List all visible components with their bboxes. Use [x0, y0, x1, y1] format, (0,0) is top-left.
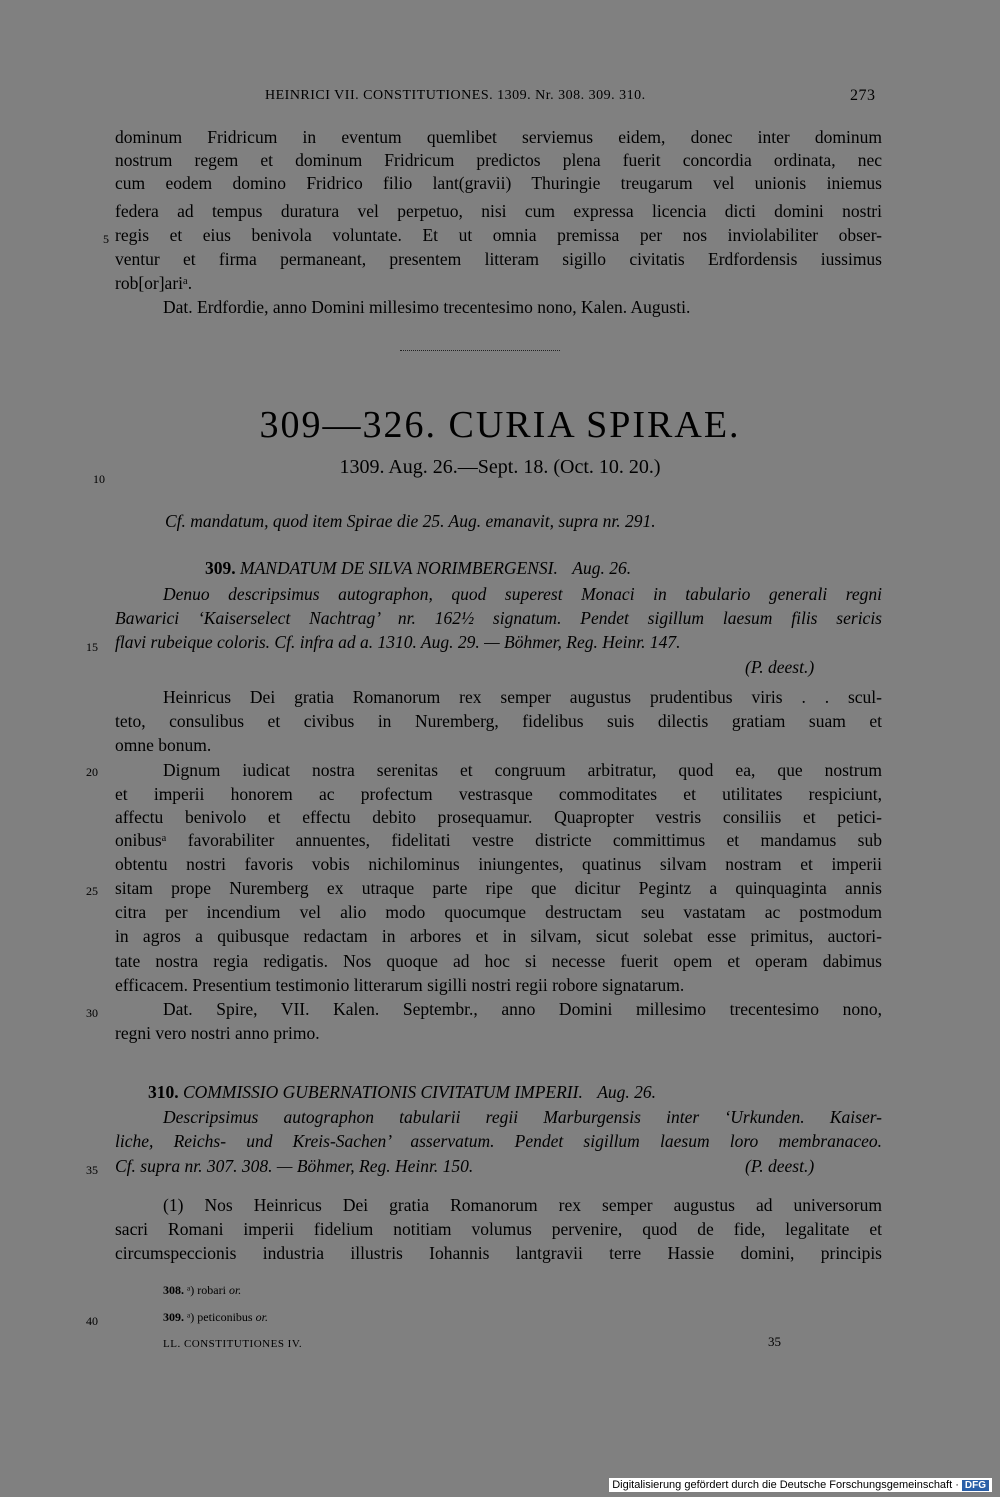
section-note: Cf. mandatum, quod item Spirae die 25. Aug. emanavit, supra nr. 291. — [165, 511, 656, 531]
text-line: (1) Nos Heinricus Dei gratia Romanorum rex semper augustus ad universorum — [163, 1195, 882, 1215]
text-line: omne bonum. — [115, 735, 212, 755]
text-line: tate nostra regia redigatis. Nos quoque ad hoc si necesse fuerit opem et operam dabimus — [115, 951, 882, 971]
signature-mark: LL. CONSTITUTIONES IV. — [163, 1338, 303, 1350]
desc-end: (P. deest.) — [745, 657, 815, 677]
text-line: obtentu nostri favoris vobis nichilominus iniungentes, quatinus silvam nostram et imperii — [115, 854, 882, 874]
line-number: 20 — [86, 765, 98, 779]
text-line: regni vero nostri anno primo. — [115, 1023, 320, 1043]
text-line: et imperii honorem ac profectum vestrasque commoditates et utilitates respiciunt, — [115, 784, 882, 804]
doc-heading — [205, 557, 805, 579]
desc-line: Denuo descripsimus autographon, quod superest Monaci in tabulario generali regni — [163, 584, 882, 604]
footnote-text: ᵃ) peticonibus — [187, 1310, 253, 1324]
section-title: 309—326. CURIA SPIRAE. — [259, 404, 741, 446]
section-dates: 1309. Aug. 26.—Sept. 18. (Oct. 10. 20.) — [339, 456, 661, 478]
footnote-ref: 309. — [163, 1310, 184, 1324]
text-line: onibusᵃ favorabiliter annuentes, fidelitati vestre districte committimus et mandamus sub — [115, 830, 882, 850]
footnote-ref: 308. — [163, 1283, 184, 1297]
text-line: regis et eius benivola voluntate. Et ut omnia premissa per nos inviolabiliter obser- — [115, 225, 882, 245]
doc-heading — [148, 1081, 868, 1103]
dfg-credit-text: Digitalisierung gefördert durch die Deutsche Forschungsgemeinschaft · — [612, 1479, 959, 1491]
text-line: nostrum regem et dominum Fridricum predictos plena fuerit concordia ordinata, nec — [115, 150, 882, 170]
text-line: rob[or]ariᵃ. — [115, 273, 193, 293]
text-line: federa ad tempus duratura vel perpetuo, nisi cum expressa licencia dicti domini nostri — [115, 201, 882, 221]
text-line: Dignum iudicat nostra serenitas et congruum arbitratur, quod ea, que nostrum — [163, 760, 882, 780]
text-line: Heinricus Dei gratia Romanorum rex semper augustus prudentibus viris . . scul- — [163, 687, 882, 707]
doc-title: COMMISSIO GUBERNATIONIS CIVITATUM IMPERII. — [183, 1082, 583, 1102]
dfg-logo-icon: DFG — [962, 1480, 989, 1491]
desc-line: Cf. supra nr. 307. 308. — Böhmer, Reg. Heinr. 150. — [115, 1156, 474, 1176]
doc-number: 310. — [148, 1082, 179, 1102]
footnote-suffix: or. — [228, 1283, 242, 1297]
desc-end: (P. deest.) — [745, 1156, 815, 1176]
text-line: sacri Romani imperii fidelium notitiam volumus pervenire, quod de fide, legalitate et — [115, 1219, 882, 1239]
footnote — [163, 1283, 241, 1297]
running-head: HEINRICI VII. CONSTITUTIONES. 1309. Nr. 308. 309. 310. — [265, 88, 646, 103]
desc-line: liche, Reichs- und Kreis-Sachen’ asservatum. Pendet sigillum laesum loro membranaceo. — [115, 1131, 882, 1151]
line-number: 10 — [93, 472, 105, 486]
doc-number: 309. — [205, 558, 236, 578]
doc-date: Aug. 26. — [572, 558, 632, 578]
text-line: sitam prope Nuremberg ex utraque parte ripe que dicitur Pegintz a quinquaginta annis — [115, 878, 882, 898]
text-line: affectu benivolo et effectu debito prosequamur. Quapropter vestris consiliis et petici- — [115, 807, 882, 827]
footnote-suffix: or. — [255, 1310, 268, 1324]
dating-line: Dat. Spire, VII. Kalen. Septembr., anno Domini millesimo trecentesimo nono, — [163, 999, 882, 1019]
text-line: dominum Fridricum in eventum quemlibet serviemus eidem, donec inter dominum — [115, 127, 882, 147]
text-line: in agros a quibusque redactam in arbores et in silvam, sicut solebat esse primitus, auctori- — [115, 926, 882, 946]
line-number: 25 — [86, 884, 98, 898]
text-line: teto, consulibus et civibus in Nuremberg, fidelibus suis dilectis gratiam suam et — [115, 711, 882, 731]
separator-rule — [400, 350, 560, 351]
text-line: citra per incendium vel alio modo quocumque destructam seu vastatam ac postmodum — [115, 902, 882, 922]
signature-number: 35 — [768, 1334, 781, 1349]
line-number: 40 — [86, 1314, 98, 1328]
text-line: efficacem. Presentium testimonio litterarum sigilli nostri regii robore signatarum. — [115, 975, 685, 995]
desc-line: Descripsimus autographon tabularii regii Marburgensis inter ‘Urkunden. Kaiser- — [163, 1107, 882, 1127]
text-line: circumspeccionis industria illustris Iohannis lantgravii terre Hassie domini, principis — [115, 1243, 882, 1263]
line-number: 15 — [86, 640, 98, 654]
doc-date: Aug. 26. — [597, 1082, 657, 1102]
text-line: cum eodem domino Fridrico filio lant(gravii) Thuringie treugarum vel unionis iniemus — [115, 173, 882, 193]
footnote — [163, 1310, 268, 1324]
line-number: 35 — [86, 1163, 98, 1177]
desc-line: Bawarici ‘Kaiserselect Nachtrag’ nr. 162½ signatum. Pendet sigillum laesum filis sericis — [115, 608, 882, 628]
line-number: 5 — [103, 232, 109, 246]
page-number: 273 — [850, 87, 876, 104]
text-line: ventur et firma permaneant, presentem litteram sigillo civitatis Erdfordensis iussimus — [115, 249, 882, 269]
desc-line: flavi rubeique coloris. Cf. infra ad a. 1310. Aug. 29. — Böhmer, Reg. Heinr. 147. — [115, 632, 681, 652]
footnote-text: ᵃ) robari — [187, 1283, 226, 1297]
line-number: 30 — [86, 1006, 98, 1020]
doc-title: MANDATUM DE SILVA NORIMBERGENSI. — [240, 558, 558, 578]
dfg-credit — [609, 1478, 992, 1492]
dating-line: Dat. Erdfordie, anno Domini millesimo trecentesimo nono, Kalen. Augusti. — [163, 297, 691, 317]
